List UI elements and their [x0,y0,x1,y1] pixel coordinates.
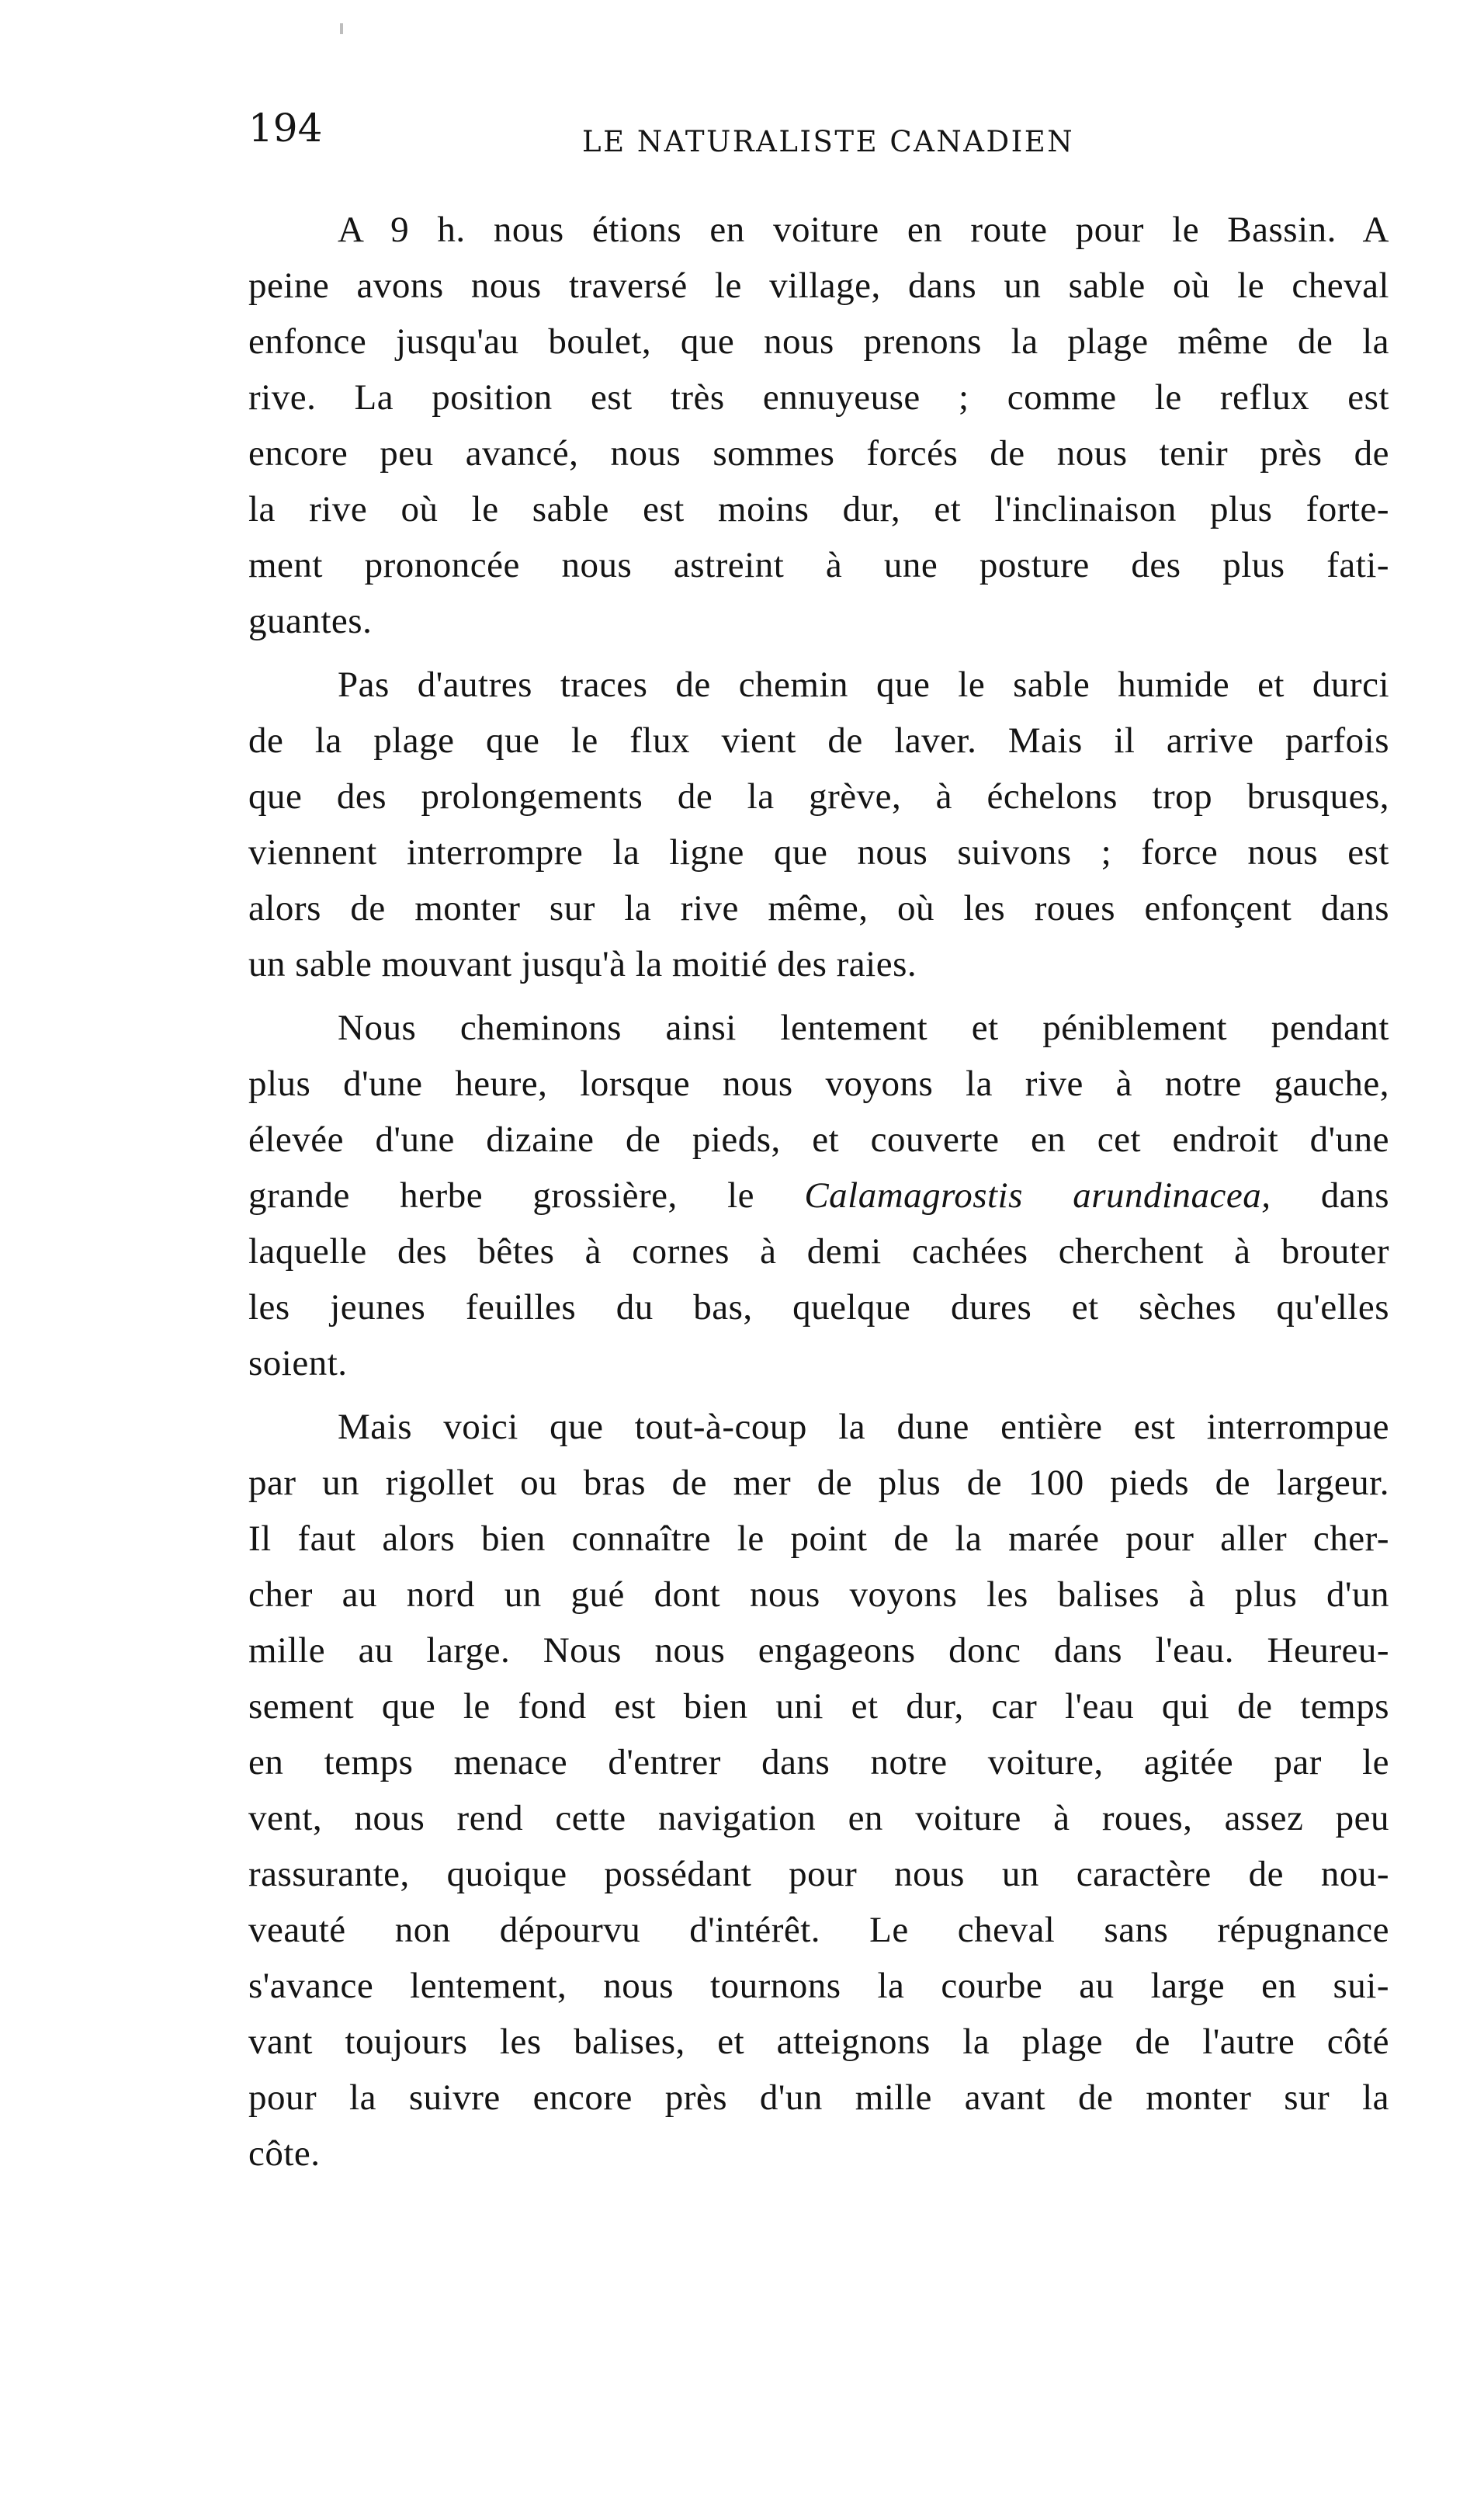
text-line: Mais voici que tout-à-coup la dune entière est interrompue [338,1407,1389,1447]
body-text [248,202,1389,2189]
text-line: soient. [248,1343,348,1383]
species-name: Calamagrostis arundinacea, [804,1175,1271,1216]
text-line: rive. La position est très ennuyeuse ; comme le reflux est [248,377,1389,418]
scan-speck [340,23,343,34]
text-line: que des prolongements de la grève, à échelons trop brusques, [248,776,1389,817]
paragraph-3 [248,1000,1389,1391]
text-line: peine avons nous traversé le village, dans un sable où le cheval [248,266,1389,306]
text-line [248,1168,1389,1223]
text-line: Pas d'autres traces de chemin que le sable humide et durci [338,665,1389,705]
text-line: la rive où le sable est moins dur, et l'inclinaison plus forte- [248,489,1389,529]
text-line: les jeunes feuilles du bas, quelque dures et sèches qu'elles [248,1287,1389,1328]
text-line: cher au nord un gué dont nous voyons les balises à plus d'un [248,1574,1389,1615]
text-line: laquelle des bêtes à cornes à demi cachées cherchent à brouter [248,1231,1389,1272]
text-line: veauté non dépourvu d'intérêt. Le cheval sans répugnance [248,1910,1389,1950]
running-title: LE NATURALISTE CANADIEN [582,125,1075,158]
text-line: guantes. [248,601,373,641]
text-line: rassurante, quoique possédant pour nous un caractère de nou- [248,1854,1389,1894]
text-segment: dans [1320,1175,1389,1216]
text-line: viennent interrompre la ligne que nous suivons ; force nous est [248,832,1389,873]
text-line: par un rigollet ou bras de mer de plus de 100 pieds de largeur. [248,1463,1389,1503]
text-line: de la plage que le flux vient de laver. Mais il arrive parfois [248,720,1389,761]
page-number: 194 [248,106,323,151]
text-line: un sable mouvant jusqu'à la moitié des raies. [248,944,917,984]
paragraph-4 [248,1399,1389,2181]
text-line: s'avance lentement, nous tournons la courbe au large en sui- [248,1966,1389,2006]
paragraph-2 [248,657,1389,992]
text-line: mille au large. Nous nous engageons donc dans l'eau. Heureu- [248,1630,1389,1671]
text-segment: grande herbe grossière, le [248,1175,754,1216]
text-line: A 9 h. nous étions en voiture en route pour le Bassin. A [338,210,1389,250]
text-line: vent, nous rend cette navigation en voiture à roues, assez peu [248,1798,1389,1838]
text-line: élevée d'une dizaine de pieds, et couverte en cet endroit d'une [248,1119,1389,1160]
text-line: ment prononcée nous astreint à une posture des plus fati- [248,545,1389,585]
text-line: Nous cheminons ainsi lentement et péniblement pendant [338,1008,1389,1048]
text-line: encore peu avancé, nous sommes forcés de nous tenir près de [248,433,1389,474]
paragraph-1 [248,202,1389,649]
text-line: pour la suivre encore près d'un mille avant de monter sur la [248,2077,1389,2118]
text-line: sement que le fond est bien uni et dur, car l'eau qui de temps [248,1686,1389,1727]
page-header [248,105,1389,167]
text-line: alors de monter sur la rive même, où les roues enfonçent dans [248,888,1389,928]
text-line: vant toujours les balises, et atteignons la plage de l'autre côté [248,2022,1389,2062]
text-line: enfonce jusqu'au boulet, que nous prenons la plage même de la [248,321,1389,362]
text-line: plus d'une heure, lorsque nous voyons la rive à notre gauche, [248,1064,1389,1104]
text-line: en temps menace d'entrer dans notre voiture, agitée par le [248,1742,1389,1782]
text-line: Il faut alors bien connaître le point de la marée pour aller cher- [248,1518,1389,1559]
text-line: côte. [248,2133,321,2174]
